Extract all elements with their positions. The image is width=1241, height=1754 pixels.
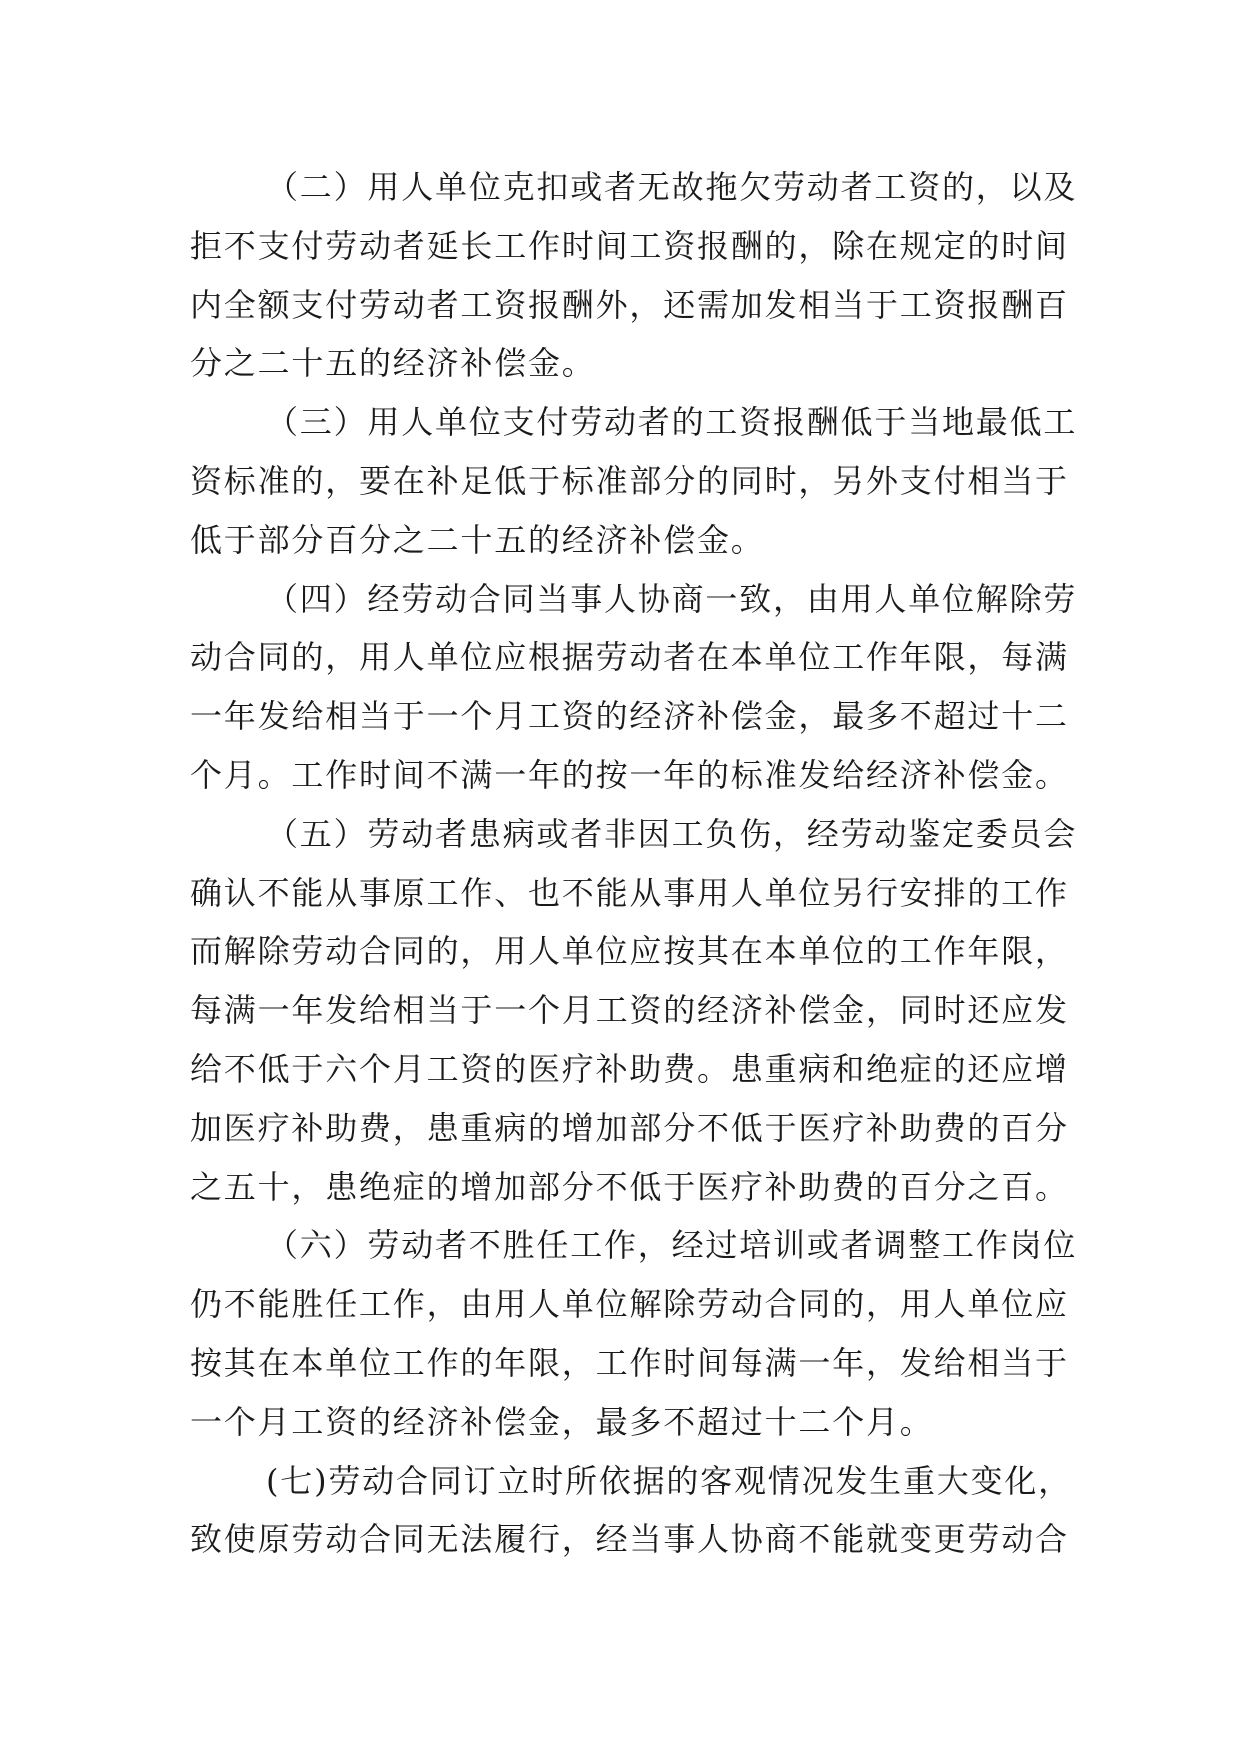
paragraph-line: 仍不能胜任工作，由用人单位解除劳动合同的，用人单位应 — [190, 1285, 1069, 1324]
paragraph-line: 加医疗补助费，患重病的增加部分不低于医疗补助费的百分 — [190, 1108, 1069, 1147]
paragraph-line: 一年发给相当于一个月工资的经济补偿金，最多不超过十二 — [190, 697, 1069, 736]
paragraph-line: 内全额支付劳动者工资报酬外，还需加发相当于工资报酬百 — [190, 285, 1069, 324]
paragraph-line: 资标准的，要在补足低于标准部分的同时，另外支付相当于 — [190, 461, 1069, 500]
paragraph-line: 分之二十五的经济补偿金。 — [190, 344, 596, 383]
paragraph-line: (七)劳动合同订立时所依据的客观情况发生重大变化， — [266, 1461, 1072, 1500]
paragraph-4 — [190, 570, 1078, 805]
paragraph-line: 之五十，患绝症的增加部分不低于医疗补助费的百分之百。 — [190, 1167, 1069, 1206]
paragraph-line: 每满一年发给相当于一个月工资的经济补偿金，同时还应发 — [190, 991, 1069, 1030]
paragraph-line: 致使原劳动合同无法履行，经当事人协商不能就变更劳动合 — [190, 1520, 1069, 1559]
paragraph-line: 给不低于六个月工资的医疗补助费。患重病和绝症的还应增 — [190, 1049, 1069, 1088]
paragraph-line: 个月。工作时间不满一年的按一年的标准发给经济补偿金。 — [190, 755, 1069, 794]
paragraph-line: 确认不能从事原工作、也不能从事用人单位另行安排的工作 — [190, 873, 1069, 912]
paragraph-line: 而解除劳动合同的，用人单位应按其在本单位的工作年限， — [190, 932, 1069, 971]
paragraph-line: （五）劳动者患病或者非因工负伤，经劳动鉴定委员会 — [266, 814, 1078, 853]
paragraph-line: 一个月工资的经济补偿金，最多不超过十二个月。 — [190, 1402, 934, 1441]
paragraph-line: 拒不支付劳动者延长工作时间工资报酬的，除在规定的时间 — [190, 226, 1069, 265]
paragraph-line: （四）经劳动合同当事人协商一致，由用人单位解除劳 — [266, 579, 1078, 618]
paragraph-line: 动合同的，用人单位应根据劳动者在本单位工作年限，每满 — [190, 638, 1069, 677]
paragraph-3 — [190, 393, 1078, 569]
paragraph-line: 按其在本单位工作的年限，工作时间每满一年，发给相当于 — [190, 1343, 1069, 1382]
paragraph-line: （二）用人单位克扣或者无故拖欠劳动者工资的，以及 — [266, 168, 1078, 206]
paragraph-2 — [190, 158, 1078, 393]
paragraph-line: 低于部分百分之二十五的经济补偿金。 — [190, 520, 765, 559]
paragraph-5 — [190, 805, 1078, 1217]
paragraph-line: （六）劳动者不胜任工作，经过培训或者调整工作岗位 — [266, 1226, 1078, 1265]
paragraph-line: （三）用人单位支付劳动者的工资报酬低于当地最低工 — [266, 403, 1078, 442]
paragraph-6 — [190, 1216, 1078, 1451]
paragraph-7 — [190, 1452, 1072, 1570]
document-body — [190, 158, 1078, 1569]
